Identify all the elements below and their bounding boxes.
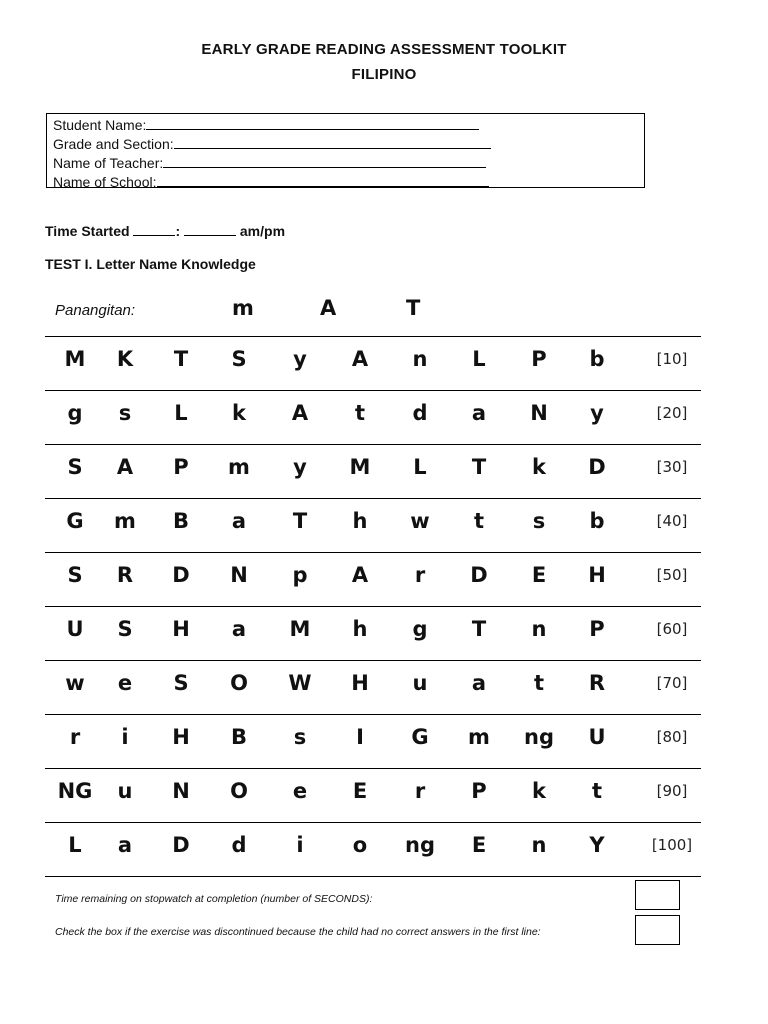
grade-section-label: Grade and Section:	[53, 136, 174, 152]
letter-cell[interactable]: P	[531, 347, 547, 371]
letter-cell[interactable]: W	[288, 671, 312, 695]
student-info-box	[46, 113, 645, 188]
letter-cell[interactable]: A	[351, 347, 369, 371]
letter-cell[interactable]: D	[172, 563, 190, 587]
letter-cell[interactable]: s	[118, 401, 132, 425]
letter-cell[interactable]: ng	[405, 833, 435, 857]
letter-cell[interactable]: T	[471, 617, 487, 641]
example-label: Panangitan:	[55, 302, 136, 319]
letter-cell[interactable]: O	[230, 671, 248, 695]
letter-cell[interactable]: A	[351, 563, 369, 587]
letter-cell[interactable]: S	[117, 617, 133, 641]
time-started-label: Time Started	[45, 223, 130, 239]
letter-cell[interactable]: y	[293, 455, 307, 479]
letter-cell[interactable]: e	[292, 779, 308, 803]
time-remaining-text: Time remaining on stopwatch at completion (number of SECONDS):	[55, 893, 373, 905]
letter-cell[interactable]: N	[530, 401, 548, 425]
letter-cell[interactable]: m	[468, 725, 490, 749]
grade-section-field[interactable]	[174, 136, 491, 149]
letter-cell[interactable]: M	[64, 347, 86, 371]
test-title: TEST I. Letter Name Knowledge	[45, 256, 256, 272]
school-field[interactable]	[157, 174, 489, 187]
letter-cell[interactable]: k	[232, 401, 246, 425]
letter-cell[interactable]: w	[65, 671, 85, 695]
letter-cell[interactable]: r	[69, 725, 81, 749]
letter-cell[interactable]: P	[173, 455, 189, 479]
teacher-field[interactable]	[163, 155, 486, 168]
student-name-line	[53, 116, 644, 135]
letter-cell[interactable]: I	[356, 725, 364, 749]
letter-cell[interactable]: P	[471, 779, 487, 803]
letter-cell[interactable]: m	[228, 455, 250, 479]
student-name-label: Student Name:	[53, 117, 147, 133]
time-minutes-field[interactable]	[184, 224, 236, 236]
letter-cell[interactable]: i	[296, 833, 304, 857]
time-started-line	[45, 223, 285, 239]
letter-cell[interactable]: R	[116, 563, 134, 587]
letter-cell[interactable]: S	[67, 563, 83, 587]
letter-cell[interactable]: a	[231, 617, 247, 641]
letter-cell[interactable]: U	[66, 617, 84, 641]
letter-row	[45, 498, 701, 552]
letter-cell[interactable]: w	[410, 509, 430, 533]
letter-cell[interactable]: s	[293, 725, 307, 749]
letter-cell[interactable]: o	[352, 833, 368, 857]
letter-cell[interactable]: t	[533, 671, 545, 695]
row-count: [70]	[656, 674, 688, 692]
school-label: Name of School:	[53, 174, 157, 190]
letter-cell[interactable]: G	[66, 509, 84, 533]
letter-cell[interactable]: O	[230, 779, 248, 803]
letter-row	[45, 822, 701, 876]
row-count: [60]	[656, 620, 688, 638]
row-count: [80]	[656, 728, 688, 746]
letter-cell[interactable]: U	[588, 725, 606, 749]
letter-cell[interactable]: r	[414, 779, 426, 803]
letter-cell[interactable]: P	[589, 617, 605, 641]
letter-cell[interactable]: t	[591, 779, 603, 803]
time-remaining-box[interactable]	[635, 880, 680, 910]
letter-cell[interactable]: t	[354, 401, 366, 425]
letter-cell[interactable]: a	[471, 401, 487, 425]
letter-cell[interactable]: r	[414, 563, 426, 587]
letter-cell[interactable]: y	[293, 347, 307, 371]
letter-cell[interactable]: D	[470, 563, 488, 587]
grade-section-line	[53, 135, 644, 154]
example-row	[45, 292, 701, 336]
letter-cell[interactable]: S	[173, 671, 189, 695]
letter-cell[interactable]: D	[588, 455, 606, 479]
letter-cell[interactable]: T	[173, 347, 189, 371]
letter-cell[interactable]: n	[531, 833, 547, 857]
letter-cell[interactable]: a	[117, 833, 133, 857]
letter-cell[interactable]: b	[589, 347, 605, 371]
letter-cell[interactable]: D	[172, 833, 190, 857]
letter-cell[interactable]: h	[352, 617, 368, 641]
letter-cell[interactable]: n	[531, 617, 547, 641]
letter-cell[interactable]: n	[412, 347, 428, 371]
letter-cell[interactable]: S	[67, 455, 83, 479]
teacher-line	[53, 154, 644, 173]
letter-cell[interactable]: M	[349, 455, 371, 479]
letter-cell[interactable]: y	[590, 401, 604, 425]
letter-cell[interactable]: L	[68, 833, 82, 857]
discontinued-text: Check the box if the exercise was discontinued because the child had no correct answers in the first line:	[55, 926, 541, 938]
letter-cell[interactable]: s	[532, 509, 546, 533]
time-separator: :	[175, 223, 181, 239]
letter-cell[interactable]: b	[589, 509, 605, 533]
school-line	[53, 173, 644, 192]
letter-cell[interactable]: L	[472, 347, 486, 371]
letter-cell[interactable]: k	[532, 779, 546, 803]
example-letter: m	[232, 296, 254, 320]
letter-cell[interactable]: Y	[589, 833, 605, 857]
discontinued-checkbox[interactable]	[635, 915, 680, 945]
am-pm-label: am/pm	[239, 223, 286, 239]
letter-cell[interactable]: h	[352, 509, 368, 533]
letter-cell[interactable]: p	[292, 563, 308, 587]
letter-cell[interactable]: E	[471, 833, 487, 857]
letter-cell[interactable]: g	[412, 617, 428, 641]
letter-cell[interactable]: N	[172, 779, 190, 803]
teacher-label: Name of Teacher:	[53, 155, 164, 171]
letter-cell[interactable]: L	[174, 401, 188, 425]
letter-cell[interactable]: M	[289, 617, 311, 641]
row-count: [20]	[656, 404, 688, 422]
example-letter: T	[406, 296, 421, 320]
letter-cell[interactable]: t	[473, 509, 485, 533]
letter-row	[45, 336, 701, 390]
document-title: EARLY GRADE READING ASSESSMENT TOOLKIT	[201, 41, 567, 58]
letter-cell[interactable]: N	[230, 563, 248, 587]
letter-cell[interactable]: S	[231, 347, 247, 371]
letter-cell[interactable]: i	[121, 725, 129, 749]
letter-cell[interactable]: H	[351, 671, 369, 695]
letter-cell[interactable]: a	[231, 509, 247, 533]
letter-row	[45, 660, 701, 714]
letter-cell[interactable]: ng	[524, 725, 554, 749]
letter-cell[interactable]: NG	[57, 779, 93, 803]
letter-cell[interactable]: u	[412, 671, 428, 695]
row-count: [40]	[656, 512, 688, 530]
letter-cell[interactable]: L	[413, 455, 427, 479]
letter-row	[45, 552, 701, 606]
letter-cell[interactable]: H	[588, 563, 606, 587]
row-count: [90]	[656, 782, 688, 800]
letter-row	[45, 714, 701, 768]
letter-cell[interactable]: E	[352, 779, 368, 803]
letter-cell[interactable]: E	[531, 563, 547, 587]
row-count: [10]	[656, 350, 688, 368]
letter-cell[interactable]: T	[292, 509, 308, 533]
row-divider	[45, 876, 701, 877]
student-name-field[interactable]	[146, 117, 479, 130]
letter-cell[interactable]: a	[471, 671, 487, 695]
letter-cell[interactable]: g	[67, 401, 83, 425]
letter-cell[interactable]: d	[231, 833, 247, 857]
letter-cell[interactable]: H	[172, 725, 190, 749]
letter-row	[45, 768, 701, 822]
letter-row	[45, 390, 701, 444]
letter-cell[interactable]: u	[117, 779, 133, 803]
letter-cell[interactable]: A	[116, 455, 134, 479]
letter-cell[interactable]: H	[172, 617, 190, 641]
letter-cell[interactable]: k	[532, 455, 546, 479]
document-subtitle: FILIPINO	[351, 66, 417, 83]
letter-row	[45, 606, 701, 660]
letter-cell[interactable]: G	[411, 725, 429, 749]
row-count: [50]	[656, 566, 688, 584]
letter-cell[interactable]: A	[291, 401, 309, 425]
letter-cell[interactable]: K	[116, 347, 134, 371]
letter-cell[interactable]: e	[117, 671, 133, 695]
time-hours-field[interactable]	[133, 224, 175, 236]
letter-cell[interactable]: d	[412, 401, 428, 425]
example-letter: A	[320, 296, 337, 320]
row-count: [100]	[651, 836, 693, 854]
letter-cell[interactable]: T	[471, 455, 487, 479]
letter-cell[interactable]: B	[172, 509, 189, 533]
row-count: [30]	[656, 458, 688, 476]
letter-cell[interactable]: B	[230, 725, 247, 749]
letter-cell[interactable]: m	[114, 509, 136, 533]
letter-cell[interactable]: R	[588, 671, 606, 695]
letter-row	[45, 444, 701, 498]
